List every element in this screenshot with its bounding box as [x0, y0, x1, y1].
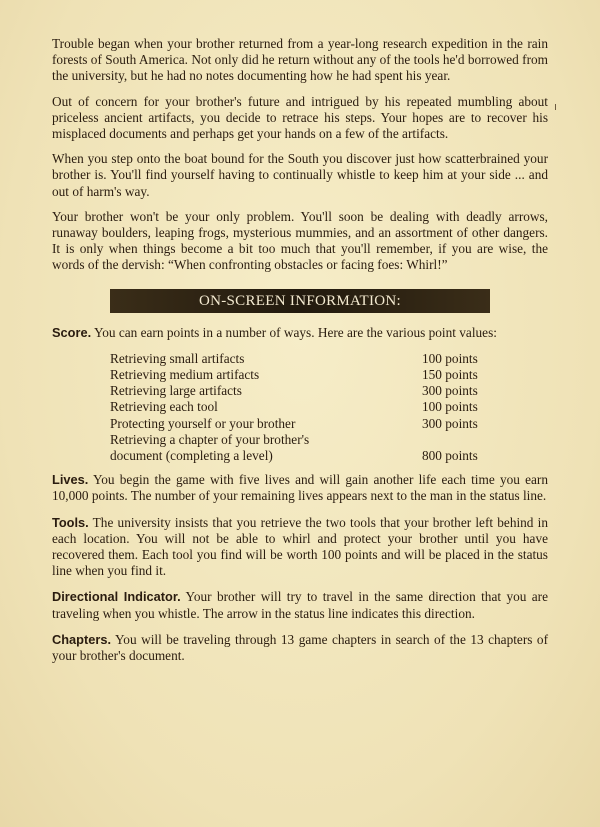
lives-paragraph: [52, 472, 548, 504]
points-item: Retrieving medium artifacts: [110, 367, 260, 383]
points-item: Retrieving a chapter of your brother's: [110, 431, 310, 447]
points-row: [110, 367, 478, 383]
points-row: [110, 399, 478, 415]
points-row: [110, 416, 478, 432]
points-table: [110, 351, 478, 464]
points-value: 300 points: [422, 383, 478, 399]
score-text: You can earn points in a number of ways. Here are the various point values:: [91, 324, 497, 340]
lives-text: You begin the game with five lives and will gain another life each time you earn 10,000 points. The number of your remaining lives appears next to the man in the status line.: [52, 472, 548, 504]
section-title: ON-SCREEN INFORMATION:: [110, 289, 490, 313]
points-row: [110, 351, 478, 367]
chapters-paragraph: [52, 632, 548, 664]
points-value: 100 points: [422, 399, 478, 415]
intro-paragraph-3: When you step onto the boat bound for the South you discover just how scatterbrained your brother is. You'll find yourself having to continually whistle to keep him at your side ... and out of harm's way.: [52, 151, 548, 199]
directional-paragraph: [52, 589, 548, 621]
manual-page: [52, 36, 548, 674]
points-item: Retrieving large artifacts: [110, 383, 242, 399]
points-item: document (completing a level): [110, 448, 273, 464]
points-item: Protecting yourself or your brother: [110, 415, 296, 431]
tools-paragraph: [52, 515, 548, 580]
directional-text: Your brother will try to travel in the same direction that you are traveling when you whistle. The arrow in the status line indicates this direction.: [52, 589, 549, 621]
points-value: [422, 432, 478, 448]
section-banner: [52, 289, 548, 313]
directional-label: Directional Indicator.: [52, 589, 181, 605]
lives-label: Lives.: [52, 472, 89, 488]
score-label: Score.: [52, 324, 92, 340]
intro-paragraph-1: Trouble began when your brother returned from a year-long research expedition in the rain forests of South America. Not only did he return without any of the tools he'd borrowed from the university, but he had no notes documenting how he had spent his year.: [52, 36, 548, 84]
intro-paragraph-4: Your brother won't be your only problem. You'll soon be dealing with deadly arrows, runaway boulders, leaping frogs, mysterious mummies, and an assortment of other dangers. It is only when things become a bit too much that you'll remember, if you are wise, the words of the dervish: “When confronting obstacles or facing foes: Whirl!”: [52, 208, 548, 273]
points-row: [110, 448, 478, 464]
points-item: Retrieving small artifacts: [110, 350, 245, 366]
chapters-label: Chapters.: [52, 631, 112, 647]
tools-label: Tools.: [52, 514, 89, 530]
points-value: 800 points: [422, 448, 478, 464]
score-paragraph: [52, 325, 548, 341]
points-item: Retrieving each tool: [110, 399, 218, 415]
tools-text: The university insists that you retrieve the two tools that your brother left behind in each location. You will not be able to whirl and protect your brother until you have recovered them. Each tool you find will be worth 100 points and will be placed in the status line when you find it.: [52, 514, 548, 579]
margin-mark: [555, 104, 556, 110]
points-row: [110, 383, 478, 399]
intro-paragraph-2: Out of concern for your brother's future and intrigued by his repeated mumbling about priceless ancient artifacts, you decide to retrace his steps. Your hopes are to recover his misplaced documents and perhaps get your hands on a few of the artifacts.: [52, 93, 548, 142]
chapters-text: You will be traveling through 13 game chapters in search of the 13 chapters of your brother's document.: [52, 631, 548, 664]
points-row: [110, 432, 478, 448]
points-value: 150 points: [422, 367, 478, 383]
points-value: 300 points: [422, 415, 478, 431]
points-value: 100 points: [422, 350, 478, 366]
